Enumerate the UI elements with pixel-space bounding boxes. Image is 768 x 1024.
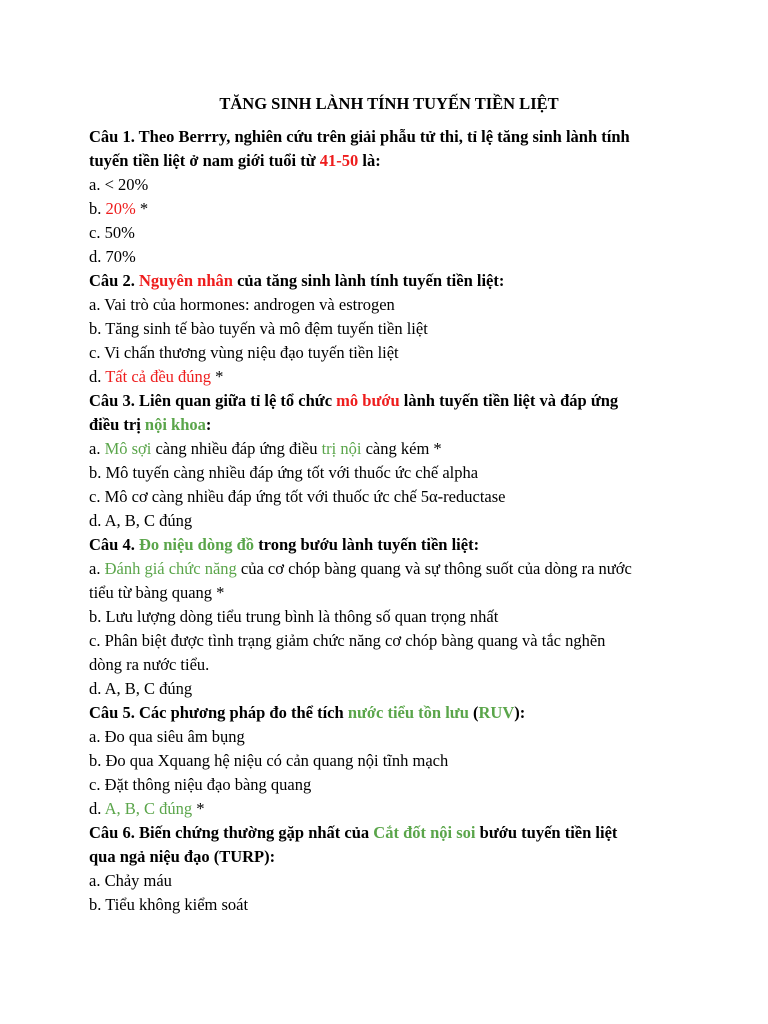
- text-run: điều trị: [89, 415, 145, 434]
- highlight-red: 41-50: [319, 151, 359, 170]
- question-4-option-a-line-1: [89, 557, 689, 581]
- text-run: (: [468, 703, 479, 722]
- question-4-line-1: [89, 533, 689, 557]
- question-3-line-2: [89, 413, 689, 437]
- document-page: [89, 92, 689, 917]
- text-run: d.: [89, 367, 106, 386]
- highlight-red: 20%: [105, 199, 136, 218]
- text-run: b.: [89, 199, 106, 218]
- text-run: của tăng sinh lành tính tuyến tiền liệt:: [232, 271, 505, 290]
- question-3-option-b: b. Mô tuyến càng nhiều đáp ứng tốt với thuốc ức chế alpha: [89, 463, 479, 482]
- question-4-option-c-line-1: c. Phân biệt được tình trạng giảm chức năng cơ chóp bàng quang và tắc nghẽn: [89, 631, 606, 650]
- question-4-option-c-line-2: dòng ra nước tiểu.: [89, 655, 210, 674]
- text-run: *: [135, 199, 149, 218]
- question-5-line-1: [89, 701, 689, 725]
- question-6-option-a: a. Chảy máu: [89, 871, 172, 890]
- text-run: Câu 6. Biến chứng thường gặp nhất của: [89, 823, 374, 842]
- question-1-line-2: [89, 149, 689, 173]
- text-run: Câu 5. Các phương pháp đo thể tích: [89, 703, 348, 722]
- highlight-green: Cắt đốt nội soi: [373, 823, 476, 842]
- text-run: ):: [514, 703, 526, 722]
- highlight-red: Nguyên nhân: [138, 271, 233, 290]
- highlight-green: Đánh giá chức năng: [104, 559, 237, 578]
- text-run: Câu 3. Liên quan giữa tỉ lệ tổ chức: [89, 391, 337, 410]
- question-5-option-a: a. Đo qua siêu âm bụng: [89, 727, 245, 746]
- text-run: là:: [358, 151, 381, 170]
- question-3-option-a: [89, 437, 689, 461]
- question-2-option-c: c. Vi chấn thương vùng niệu đạo tuyến tiền liệt: [89, 343, 399, 362]
- highlight-red: Tất cả đều đúng: [105, 367, 212, 386]
- question-4-option-a-line-2: tiểu từ bàng quang *: [89, 583, 225, 602]
- highlight-green: A, B, C đúng: [104, 799, 193, 818]
- text-run: :: [205, 415, 212, 434]
- text-run: d.: [89, 799, 105, 818]
- question-3-option-d: d. A, B, C đúng: [89, 511, 193, 530]
- question-1-option-a: a. < 20%: [89, 175, 149, 194]
- text-run: càng kém *: [361, 439, 442, 458]
- text-run: trong bướu lành tuyến tiền liệt:: [254, 535, 480, 554]
- question-1-line-1: Câu 1. Theo Berrry, nghiên cứu trên giải phẫu tử thi, tỉ lệ tăng sinh lành tính: [89, 127, 630, 146]
- highlight-green: nước tiểu tồn lưu: [347, 703, 469, 722]
- text-run: *: [192, 799, 205, 818]
- question-5-option-b: b. Đo qua Xquang hệ niệu có cản quang nội tĩnh mạch: [89, 751, 449, 770]
- question-5-option-d: [89, 797, 689, 821]
- question-6-option-b: b. Tiểu không kiểm soát: [89, 895, 249, 914]
- text-run: Câu 4.: [89, 535, 139, 554]
- highlight-green: Đo niệu dòng đồ: [138, 535, 255, 554]
- text-run: bướu tuyến tiền liệt: [475, 823, 618, 842]
- text-run: a.: [89, 559, 105, 578]
- question-6-line-1: [89, 821, 689, 845]
- document-title: TĂNG SINH LÀNH TÍNH TUYẾN TIỀN LIỆT: [219, 94, 559, 113]
- question-3-option-c: c. Mô cơ càng nhiều đáp ứng tốt với thuốc ức chế 5α-reductase: [89, 487, 506, 506]
- text-run: lành tuyến tiền liệt và đáp ứng: [399, 391, 619, 410]
- question-2-option-a: a. Vai trò của hormones: androgen và estrogen: [89, 295, 395, 314]
- question-4-option-d: d. A, B, C đúng: [89, 679, 193, 698]
- text-run: tuyến tiền liệt ở nam giới tuổi từ: [89, 151, 320, 170]
- question-1-option-c: c. 50%: [89, 223, 135, 242]
- highlight-green: trị nội: [321, 439, 362, 458]
- text-run: càng nhiều đáp ứng điều: [151, 439, 322, 458]
- question-5-option-c: c. Đặt thông niệu đạo bàng quang: [89, 775, 312, 794]
- question-2-option-b: b. Tăng sinh tế bào tuyến và mô đệm tuyến tiền liệt: [89, 319, 428, 338]
- question-2-line-1: [89, 269, 689, 293]
- text-run: của cơ chóp bàng quang và sự thông suốt của dòng ra nước: [236, 559, 632, 578]
- text-run: Câu 2.: [89, 271, 139, 290]
- question-4-option-b: b. Lưu lượng dòng tiểu trung bình là thông số quan trọng nhất: [89, 607, 499, 626]
- highlight-green: nội khoa: [144, 415, 206, 434]
- question-6-line-2: qua ngả niệu đạo (TURP):: [89, 847, 276, 866]
- highlight-green: RUV: [478, 703, 515, 722]
- question-1-option-d: d. 70%: [89, 247, 136, 266]
- question-3-line-1: [89, 389, 689, 413]
- question-1-option-b: [89, 197, 689, 221]
- highlight-green: Mô sợi: [104, 439, 152, 458]
- question-2-option-d: [89, 365, 689, 389]
- text-run: a.: [89, 439, 105, 458]
- text-run: *: [211, 367, 224, 386]
- highlight-red: mô bướu: [336, 391, 400, 410]
